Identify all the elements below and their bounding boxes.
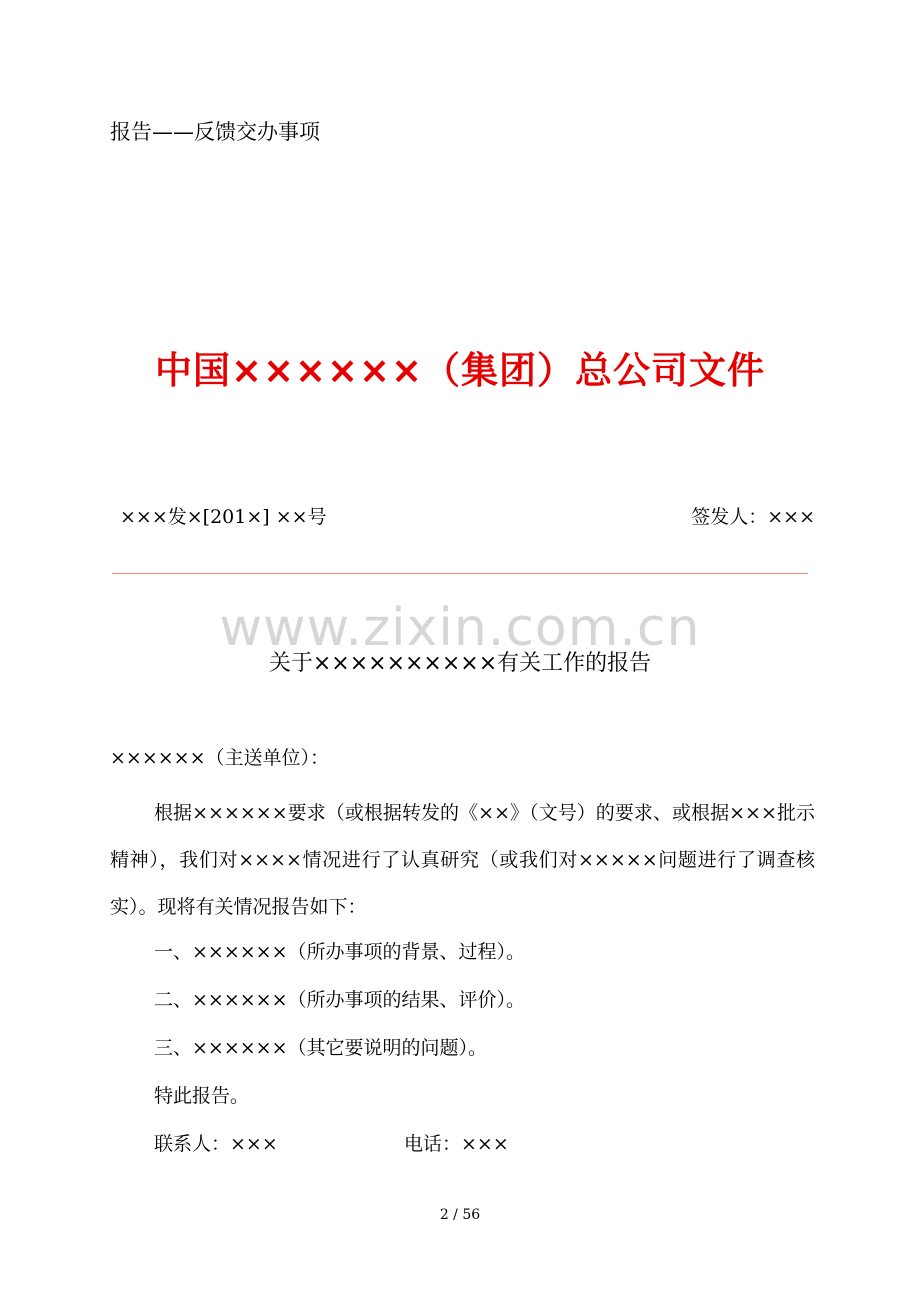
red-separator-line bbox=[112, 573, 808, 574]
closing-text: 特此报告。 bbox=[154, 1085, 250, 1107]
page-heading: 报告——反馈交办事项 bbox=[110, 120, 320, 144]
contact-person: 联系人：××× bbox=[154, 1133, 278, 1155]
signer: 签发人：××× bbox=[691, 506, 815, 528]
issuer-title: 中国××××××（集团）总公司文件 bbox=[154, 349, 765, 392]
phone-number: 电话：××× bbox=[404, 1133, 509, 1155]
watermark: www.zixin.com.cn bbox=[219, 598, 701, 658]
list-item: 一、××××××（所办事项的背景、过程）。 bbox=[154, 941, 526, 963]
list-item: 二、××××××（所办事项的结果、评价）。 bbox=[154, 989, 526, 1011]
page-number: 2 / 56 bbox=[439, 1207, 481, 1223]
document-number: ×××发×[201×] ××号 bbox=[120, 506, 327, 528]
intro-paragraph: 根据××××××要求（或根据转发的《××》（文号）的要求、或根据×××批示精神），我们对××××情况进行了认真研究（或我们对×××××问题进行了调查核实）。现将有关情况报告如下： bbox=[110, 802, 815, 918]
list-item: 三、××××××（其它要说明的问题）。 bbox=[154, 1037, 488, 1059]
addressee: ××××××（主送单位）： bbox=[110, 747, 330, 769]
report-title: 关于××××××××××有关工作的报告 bbox=[268, 651, 652, 676]
